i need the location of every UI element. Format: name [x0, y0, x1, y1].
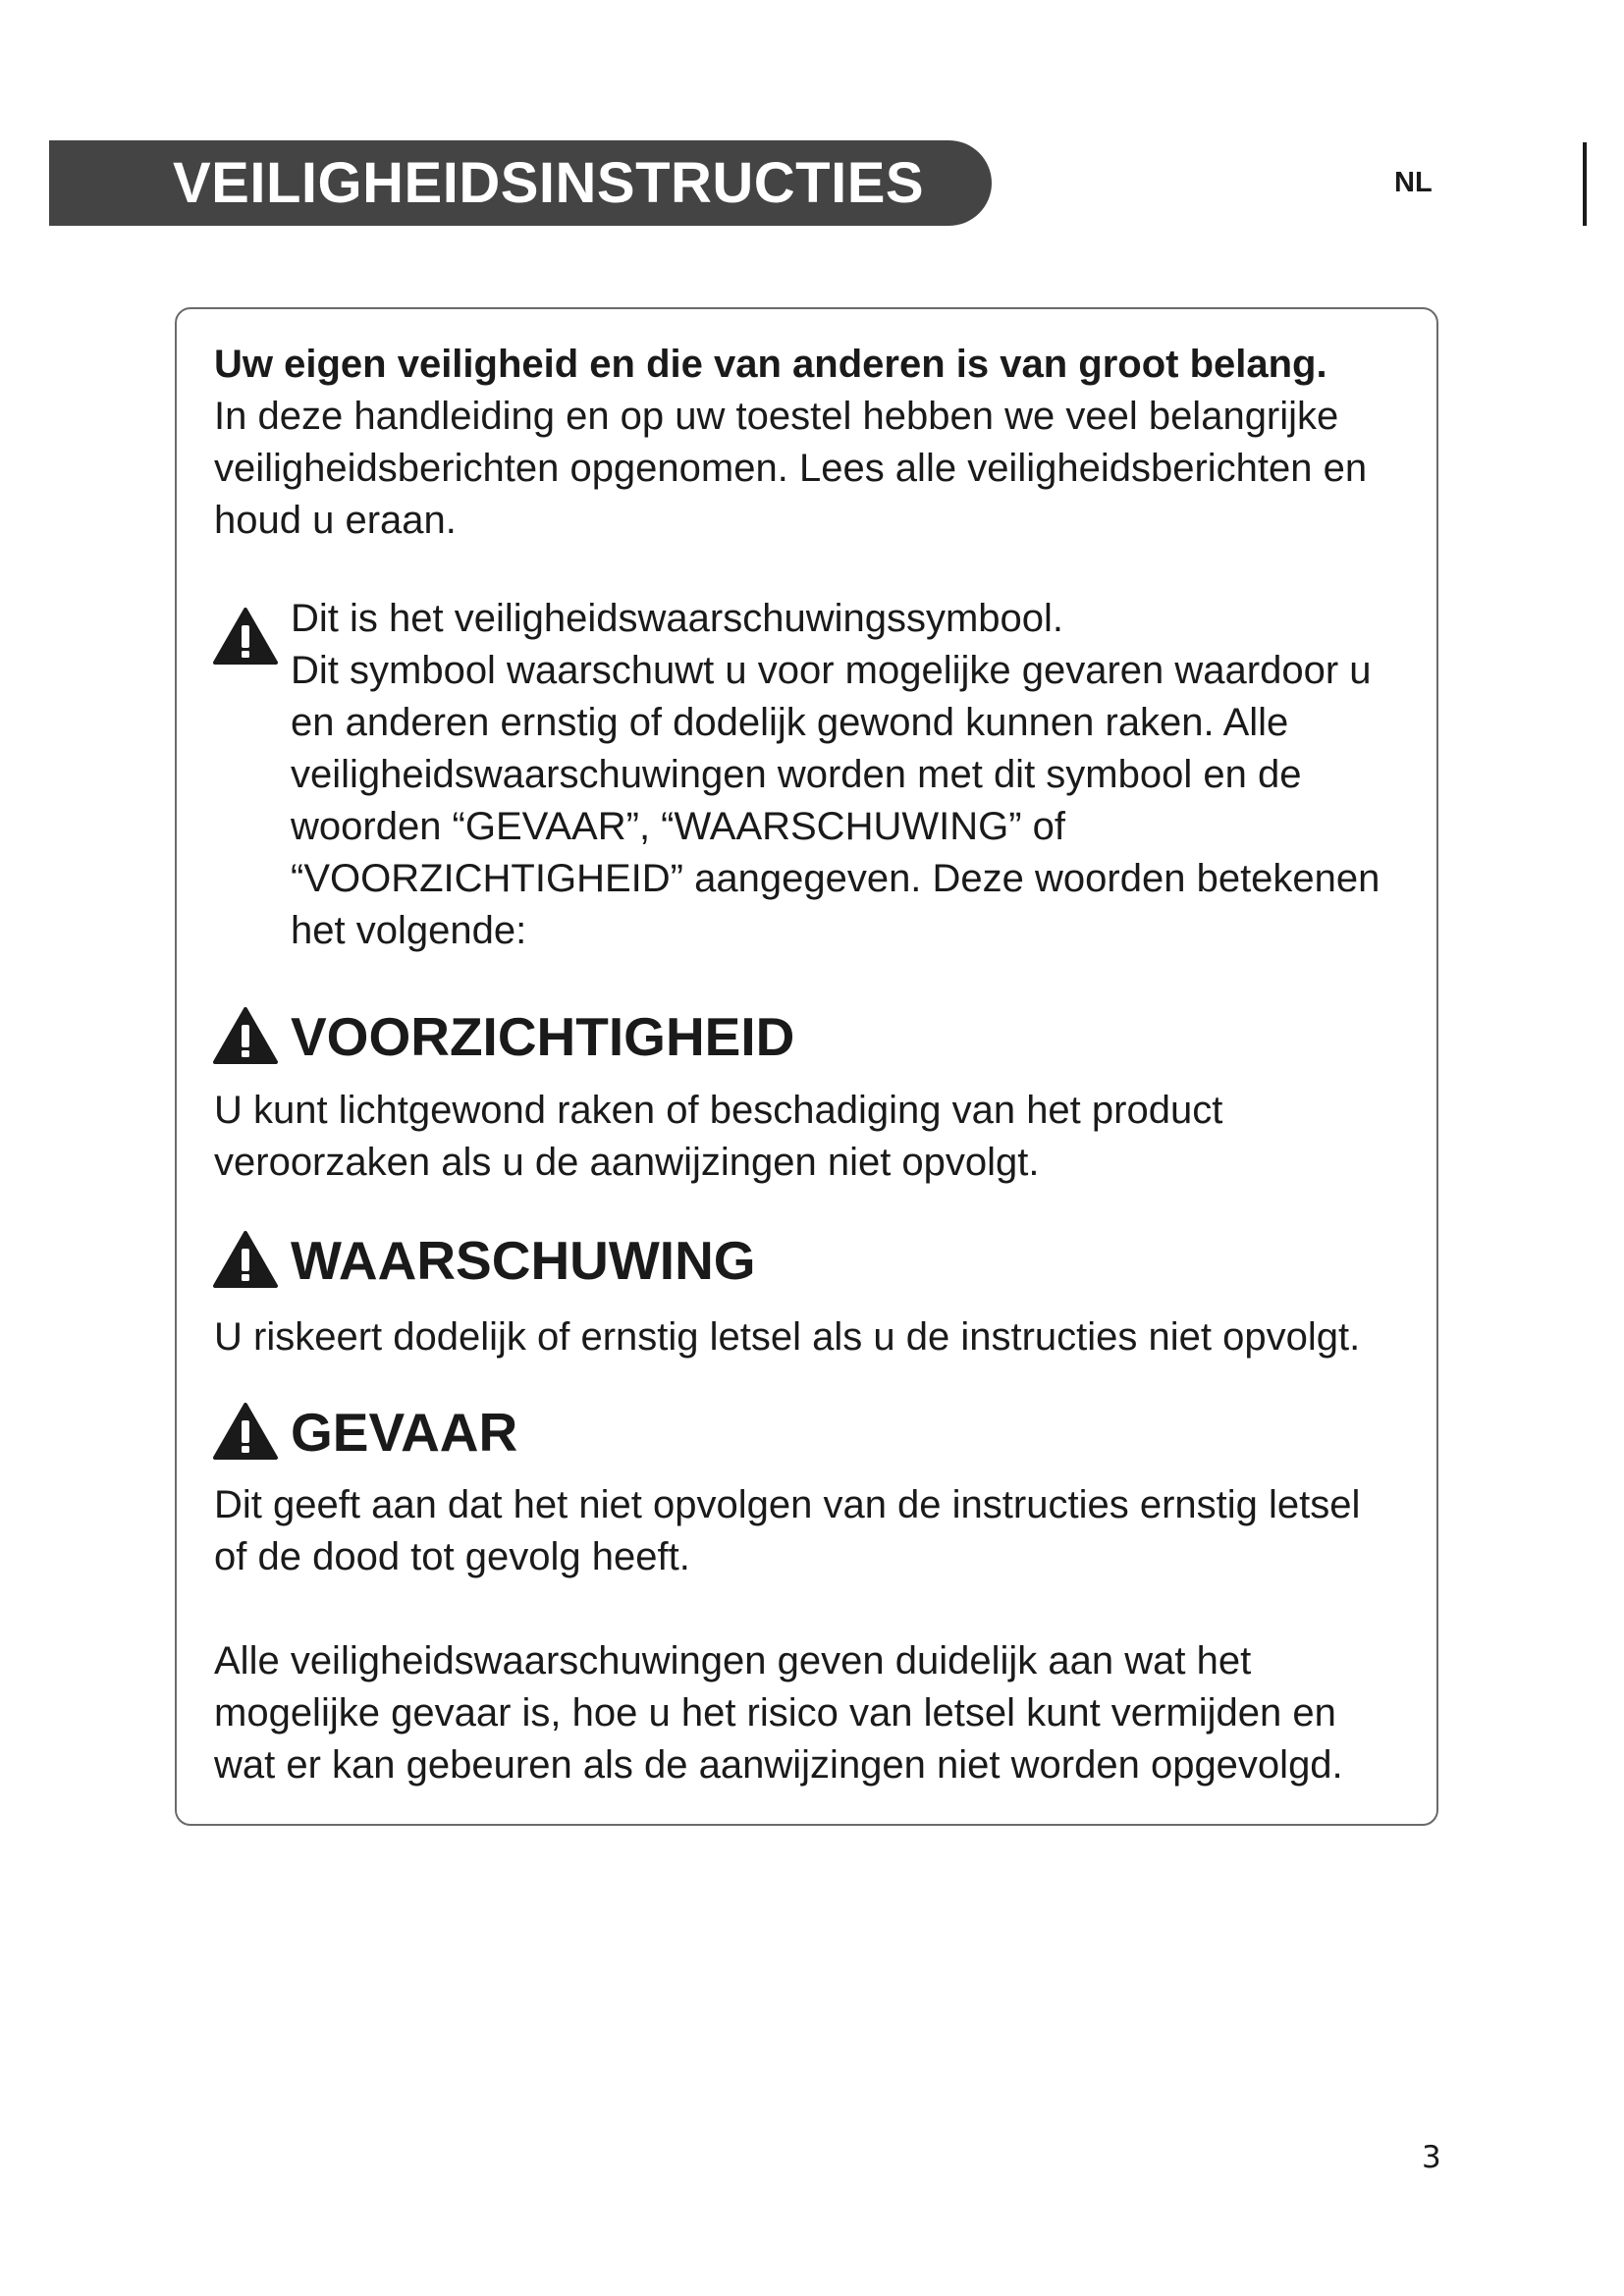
warning-triangle-icon — [212, 1402, 279, 1461]
danger-description: Dit geeft aan dat het niet opvolgen van de instructies ernstig letsel of de dood tot gevolg heeft. — [214, 1483, 1361, 1578]
warning-triangle-icon — [212, 1230, 279, 1289]
page-title: VEILIGHEIDSINSTRUCTIES — [173, 151, 925, 215]
page-edge-marker — [1583, 142, 1587, 226]
warning-triangle-icon — [212, 1006, 279, 1065]
caution-title: VOORZICHTIGHEID — [291, 1006, 795, 1067]
page-number: 3 — [1422, 2140, 1441, 2175]
danger-title: GEVAAR — [291, 1402, 518, 1463]
caution-description: U kunt lichtgewond raken of beschadiging van het product veroorzaken als u de aanwijzingen niet opvolgt. — [214, 1089, 1223, 1184]
closing-paragraph: Alle veiligheidswaarschuwingen geven duidelijk aan wat het mogelijke gevaar is, hoe u het risico van letsel kunt vermijden en wat er kan gebeuren als de aanwijzingen niet worden opgevolgd. — [214, 1639, 1343, 1787]
intro-heading: Uw eigen veiligheid en die van anderen is van groot belang. — [214, 343, 1327, 386]
warning-title: WAARSCHUWING — [291, 1230, 756, 1291]
intro-body: In deze handleiding en op uw toestel hebben we veel belangrijke veiligheidsberichten opgenomen. Lees alle veiligheidsberichten en houd u eraan. — [214, 395, 1368, 542]
warning-description: U riskeert dodelijk of ernstig letsel als u de instructies niet opvolgt. — [214, 1315, 1361, 1359]
symbol-explanation-text: Dit is het veiligheidswaarschuwingssymbool. Dit symbool waarschuwt u voor mogelijke gevaren waardoor u en anderen ernstig of dodelijk gewond kunnen raken. Alle veiligheidswaarschuwingen worden met dit symbool en de woorden “GEVAAR”, “WAARSCHUWING” of “VOORZICHTIGHEID” aangegeven. Deze woorden betekenen het volgende: — [291, 597, 1380, 952]
warning-triangle-icon — [212, 607, 279, 666]
language-label: NL — [1394, 167, 1433, 198]
